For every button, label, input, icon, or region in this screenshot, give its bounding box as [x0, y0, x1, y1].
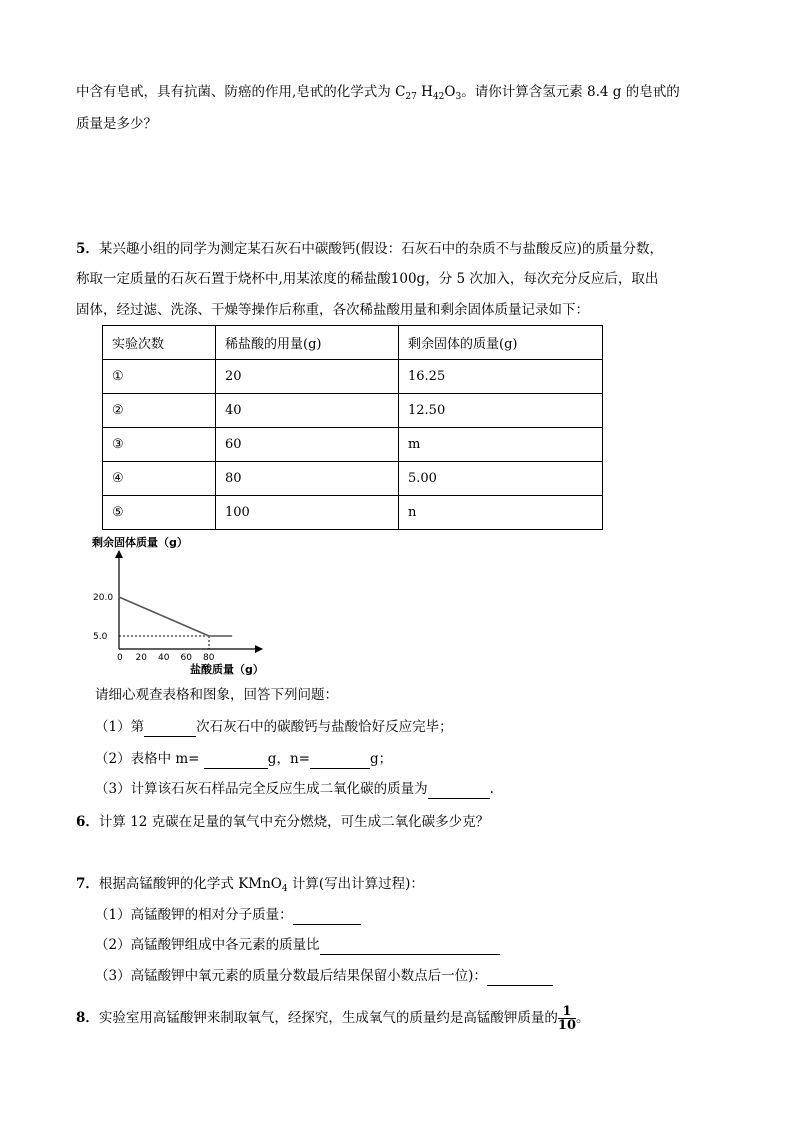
x-tick-label: 0 [117, 653, 123, 663]
question-8: 8．实验室用高锰酸钾来制取氧气，经探究，生成氧气的质量约是高锰酸钾质量的 $\frac{1}{10}$ 。 [76, 1004, 590, 1033]
answer-blank[interactable] [144, 718, 196, 737]
remaining-mass-cell: 5.00 [399, 462, 603, 496]
table-row [103, 462, 603, 496]
question-7-sub-1: （1）高锰酸钾的相对分子质量： [95, 906, 361, 925]
acid-amount-cell: 40 [216, 394, 399, 428]
question-5-sub-3: （3）计算该石灰石样品完全反应生成二氧化碳的质量为 . [95, 781, 494, 797]
x-tick-label: 20 [135, 653, 147, 663]
trial-number-cell: ① [103, 360, 216, 394]
experiment-table [102, 325, 603, 530]
answer-blank-n[interactable] [310, 750, 370, 769]
observe-instruction: 请细心观查表格和图象，回答下列问题： [95, 687, 338, 703]
table-row [103, 394, 603, 428]
acid-amount-cell: 100 [216, 496, 399, 530]
acid-amount-cell: 80 [216, 462, 399, 496]
x-tick-label: 80 [203, 653, 215, 663]
table-row [103, 360, 603, 394]
answer-blank[interactable] [293, 906, 361, 925]
data-point [231, 635, 233, 637]
table-row [103, 496, 603, 530]
fraction: $\frac{1}{10}$ [557, 1004, 576, 1033]
answer-blank[interactable] [428, 780, 490, 799]
remaining-mass-chart [90, 533, 280, 681]
data-point [208, 635, 210, 637]
remaining-mass-cell: 16.25 [399, 360, 603, 394]
remaining-mass-cell: 12.50 [399, 394, 603, 428]
question-7-sub-2: （2）高锰酸钾组成中各元素的质量比 [95, 936, 500, 955]
remaining-mass-cell: n [399, 496, 603, 530]
answer-blank[interactable] [320, 936, 500, 955]
table-row [103, 428, 603, 462]
data-point [118, 596, 120, 598]
table-header-cell: 稀盐酸的用量(g) [216, 326, 399, 360]
question-7-sub-3: （3）高锰酸钾中氧元素的质量分数最后结果保留小数点后一位)： [95, 967, 553, 986]
acid-amount-cell: 20 [216, 360, 399, 394]
intro-line-1: 中含有皂甙，具有抗菌、防癌的作用,皂甙的化学式为 $C_{27}$ $H_{42}O_3$。请你计算含氢元素 8.4 g 的皂甙的 [76, 84, 680, 102]
trial-number-cell: ④ [103, 462, 216, 496]
x-tick-label: 40 [158, 653, 170, 663]
question-5-line-3: 固体，经过滤、洗涤、干燥等操作后称重，各次稀盐酸用量和剩余固体质量记录如下： [76, 302, 589, 318]
y-tick-label: 5.0 [93, 632, 108, 642]
y-tick-label: 20.0 [93, 593, 114, 603]
question-5-line-2: 称取一定质量的石灰石置于烧杯中,用某浓度的稀盐酸100g，分 5 次加入，每次充分反应后，取出 [76, 271, 659, 287]
trial-number-cell: ② [103, 394, 216, 428]
trial-number-cell: ⑤ [103, 496, 216, 530]
trial-number-cell: ③ [103, 428, 216, 462]
intro-line-2: 质量是多少？ [76, 116, 157, 132]
x-tick-label: 60 [180, 653, 192, 663]
table-header-row [103, 326, 603, 360]
remaining-mass-cell: m [399, 428, 603, 462]
acid-amount-cell: 60 [216, 428, 399, 462]
question-5-sub-1: （1）第 次石灰石中的碳酸钙与盐酸恰好反应完毕； [95, 719, 453, 735]
question-6: 6．计算 12 克碳在足量的氧气中充分燃烧，可生成二氧化碳多少克？ [76, 814, 490, 830]
answer-blank-m[interactable] [204, 750, 268, 769]
question-7: 7．根据高锰酸钾的化学式 KMnO$_4$ 计算(写出计算过程)： [76, 876, 424, 894]
table-header-cell: 剩余固体的质量(g) [399, 326, 603, 360]
x-axis-label: 盐酸质量（g） [190, 663, 264, 676]
series-line [119, 597, 232, 636]
y-axis-label: 剩余固体质量（g） [92, 536, 188, 549]
question-5-sub-2: （2）表格中 m= g，n= g； [95, 751, 393, 767]
question-5-line-1: 5．某兴趣小组的同学为测定某石灰石中碳酸钙(假设：石灰石中的杂质不与盐酸反应)的质量分数， [76, 241, 663, 257]
table-header-cell: 实验次数 [103, 326, 216, 360]
answer-blank[interactable] [487, 967, 553, 986]
